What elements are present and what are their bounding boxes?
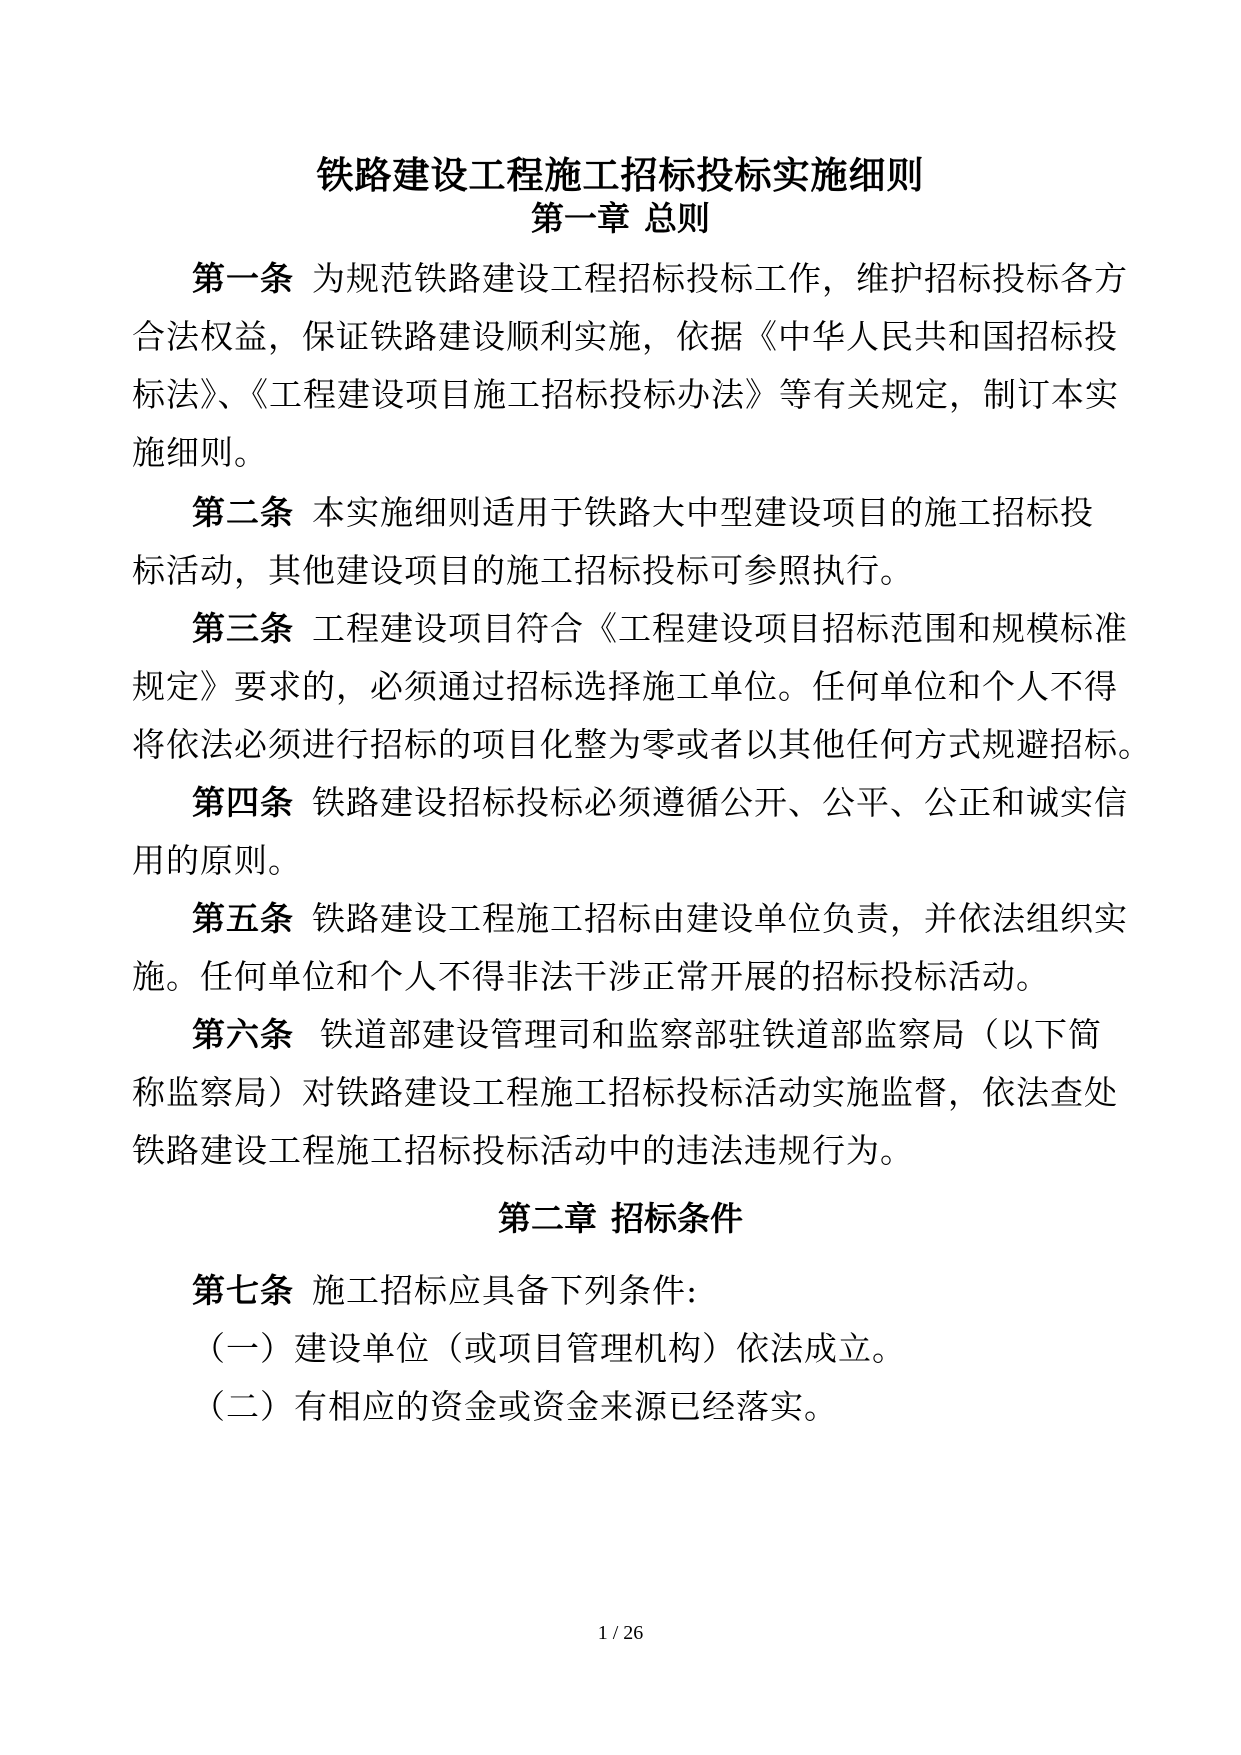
article-label: 第七条 <box>192 1271 294 1310</box>
chapter-name: 总则 <box>644 199 710 238</box>
article-6-line-2: 称监察局）对铁路建设工程施工招标投标活动实施监督，依法查处 <box>132 1073 1118 1112</box>
article-5-line-2: 施。任何单位和个人不得非法干涉正常开展的招标投标活动。 <box>132 957 1050 996</box>
article-text: 铁路建设工程施工招标由建设单位负责，并依法组织实 <box>312 899 1128 938</box>
article-1-line-1 <box>192 256 1128 302</box>
article-1-line-4: 施细则。 <box>132 433 268 472</box>
condition-item-1: （一）建设单位（或项目管理机构）依法成立。 <box>192 1329 906 1368</box>
chapter-heading-1 <box>0 196 1241 242</box>
document-title: 铁路建设工程施工招标投标实施细则 <box>316 153 925 197</box>
article-text: 施工招标应具备下列条件: <box>312 1271 699 1310</box>
article-2-line-1 <box>192 490 1094 536</box>
article-3-line-2: 规定》要求的，必须通过招标选择施工单位。任何单位和个人不得 <box>132 667 1118 706</box>
condition-item-2: （二）有相应的资金或资金来源已经落实。 <box>192 1387 838 1426</box>
article-label: 第一条 <box>192 259 294 298</box>
article-text: 工程建设项目符合《工程建设项目招标范围和规模标准 <box>312 609 1128 648</box>
article-4-line-2: 用的原则。 <box>132 841 302 880</box>
article-3-line-1 <box>192 606 1128 652</box>
page-number: 1 / 26 <box>597 1622 644 1644</box>
article-6-line-1 <box>192 1012 1102 1058</box>
article-label: 第五条 <box>192 899 294 938</box>
article-6-line-3: 铁路建设工程施工招标投标活动中的违法违规行为。 <box>132 1131 914 1170</box>
article-4-line-1 <box>192 780 1128 826</box>
article-3-line-3: 将依法必须进行招标的项目化整为零或者以其他任何方式规避招标。 <box>132 725 1152 764</box>
chapter-label: 第一章 <box>531 199 630 238</box>
article-text: 铁道部建设管理司和监察部驻铁道部监察局（以下简 <box>320 1015 1102 1054</box>
article-text: 本实施细则适用于铁路大中型建设项目的施工招标投 <box>312 493 1094 532</box>
article-label: 第六条 <box>192 1015 294 1054</box>
article-1-line-2: 合法权益，保证铁路建设顺利实施，依据《中华人民共和国招标投 <box>132 317 1118 356</box>
article-text: 铁路建设招标投标必须遵循公开、公平、公正和诚实信 <box>312 783 1128 822</box>
chapter-label: 第二章 <box>498 1199 597 1238</box>
article-label: 第三条 <box>192 609 294 648</box>
chapter-heading-2 <box>0 1196 1241 1242</box>
article-2-line-2: 标活动，其他建设项目的施工招标投标可参照执行。 <box>132 551 914 590</box>
chapter-name: 招标条件 <box>611 1199 743 1238</box>
article-label: 第四条 <box>192 783 294 822</box>
article-label: 第二条 <box>192 493 294 532</box>
article-text: 为规范铁路建设工程招标投标工作，维护招标投标各方 <box>312 259 1128 298</box>
article-1-line-3: 标法》、《工程建设项目施工招标投标办法》等有关规定，制订本实 <box>132 375 1119 414</box>
article-7-line-1 <box>192 1268 698 1314</box>
article-5-line-1 <box>192 896 1128 942</box>
